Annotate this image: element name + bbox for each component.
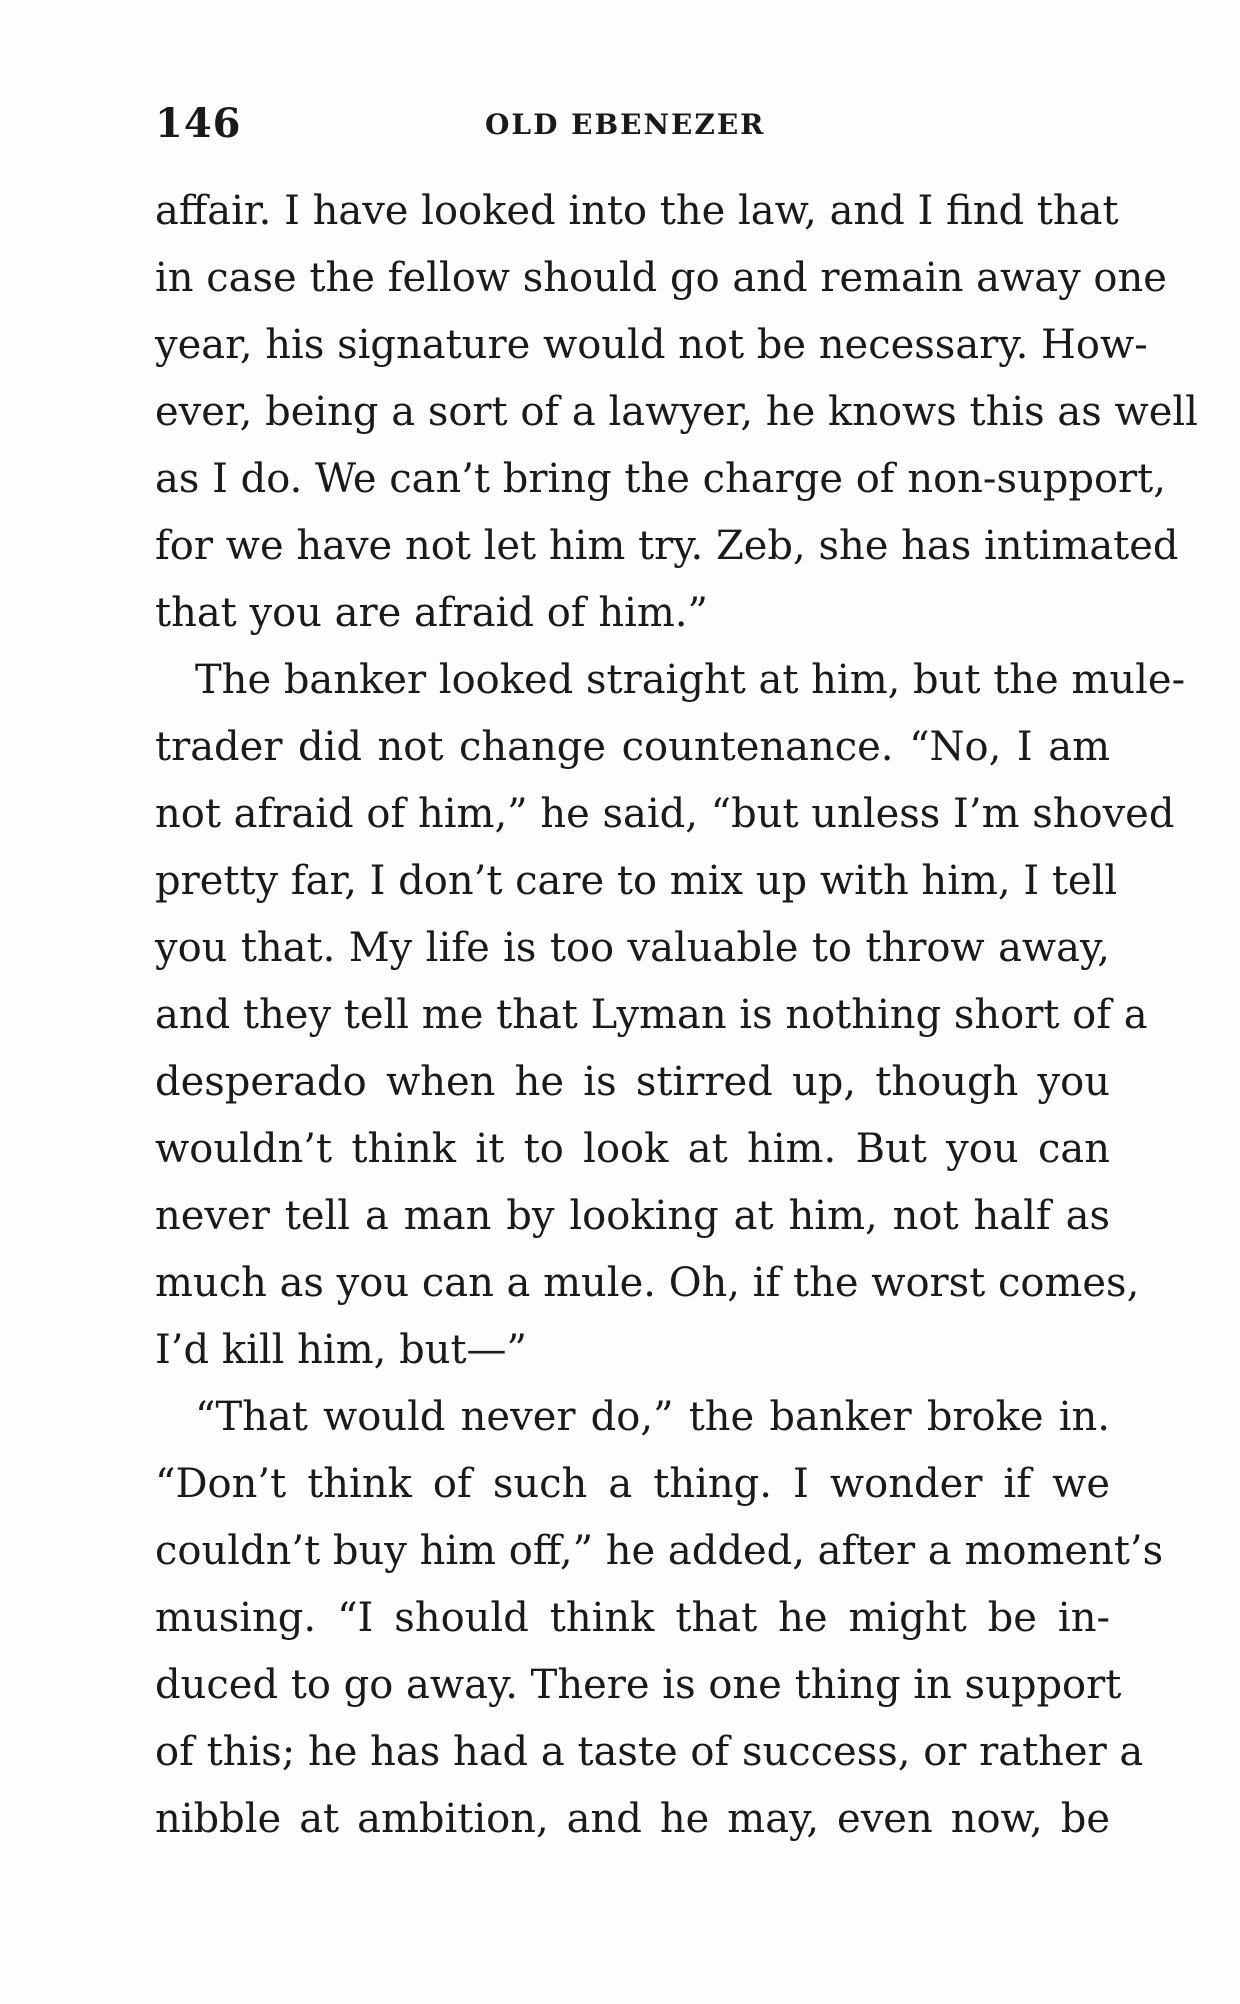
text-line: duced to go away. There is one thing in support [155, 1662, 1122, 1708]
text-line: I’d kill him, but—” [155, 1327, 527, 1373]
text-line: ever, being a sort of a lawyer, he knows this as well [155, 389, 1198, 435]
text-line: “Don’t think of such a thing. I wonder if we [155, 1461, 1110, 1507]
text-line: of this; he has had a taste of success, or rather a [155, 1729, 1144, 1775]
text-line: “That would never do,” the banker broke in. [195, 1394, 1110, 1440]
text-line: affair. I have looked into the law, and I find that [155, 188, 1119, 234]
page-number: 146 [155, 100, 242, 147]
text-line: nibble at ambition, and he may, even now, be [155, 1796, 1110, 1842]
text-line: that you are afraid of him.” [155, 590, 708, 636]
page-header [155, 100, 1110, 150]
text-line: not afraid of him,” he said, “but unless I’m shoved [155, 791, 1175, 837]
text-line: never tell a man by looking at him, not half as [155, 1193, 1110, 1239]
text-line: year, his signature would not be necessary. How- [155, 322, 1148, 368]
text-line: pretty far, I don’t care to mix up with him, I tell [155, 858, 1118, 904]
text-line: for we have not let him try. Zeb, she has intimated [155, 523, 1179, 569]
text-line: and they tell me that Lyman is nothing short of a [155, 992, 1148, 1038]
body-text [155, 178, 1198, 1853]
text-line: desperado when he is stirred up, though you [155, 1059, 1110, 1105]
text-line: much as you can a mule. Oh, if the worst comes, [155, 1260, 1140, 1306]
text-line: in case the fellow should go and remain away one [155, 255, 1167, 301]
text-line: The banker looked straight at him, but the mule- [195, 657, 1186, 703]
running-head: OLD EBENEZER [485, 108, 766, 141]
text-line: as I do. We can’t bring the charge of non-support, [155, 456, 1166, 502]
text-line: wouldn’t think it to look at him. But you can [155, 1126, 1110, 1172]
text-line: trader did not change countenance. “No, I am [155, 724, 1110, 770]
text-line: musing. “I should think that he might be in- [155, 1595, 1110, 1641]
text-line: you that. My life is too valuable to throw away, [155, 925, 1110, 971]
text-line: couldn’t buy him off,” he added, after a moment’s [155, 1528, 1164, 1574]
